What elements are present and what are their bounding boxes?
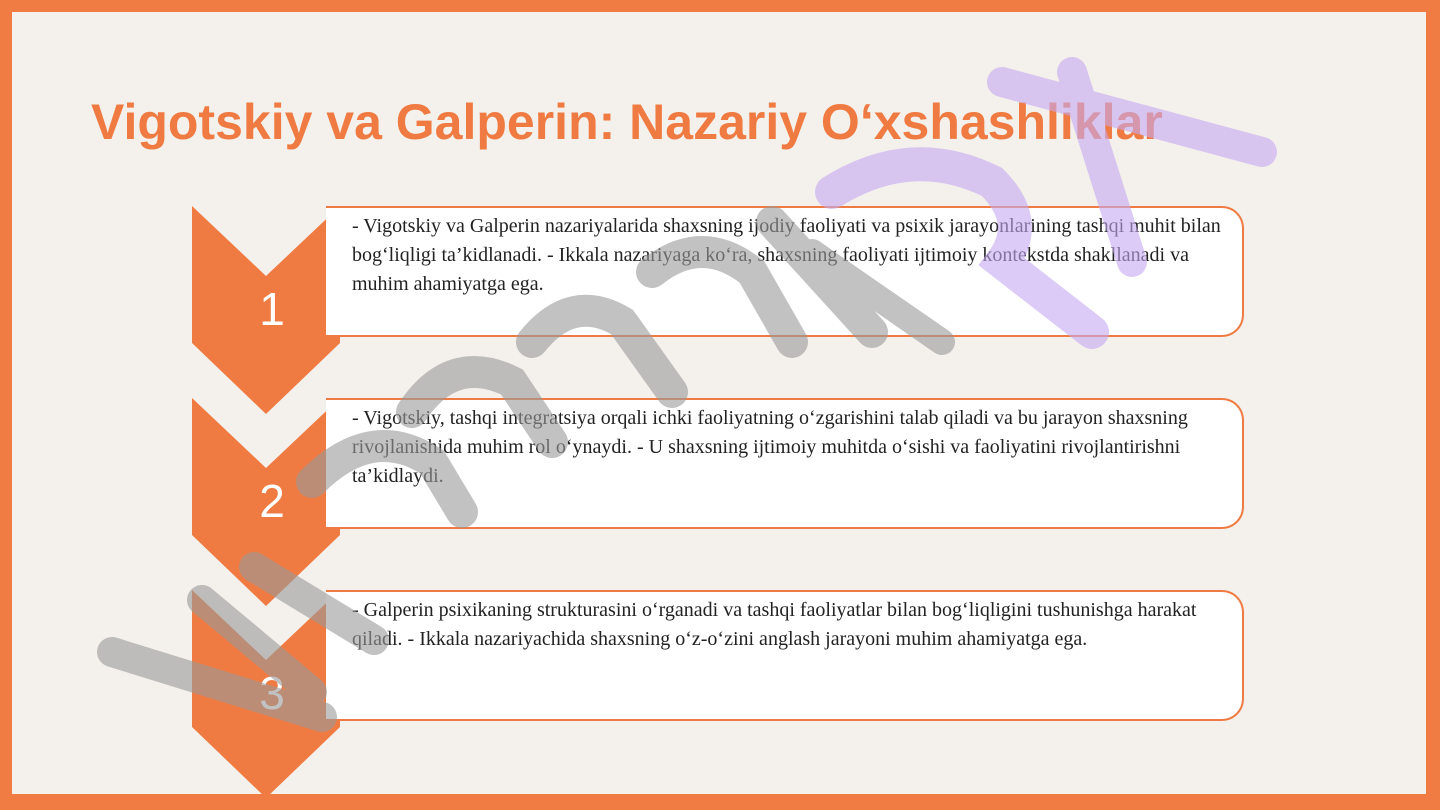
step-3-number: 3 [259,667,285,719]
slide [12,12,1426,794]
step-2-number: 2 [259,475,285,527]
step-1-number: 1 [259,283,285,335]
slide-title: Vigotskiy va Galperin: Nazariy O‘xshashliklar [91,94,1163,150]
step-3-card [326,590,1244,721]
step-2-card [326,398,1244,529]
step-3-text: - Galperin psixikaning strukturasini o‘rganadi va tashqi faoliyatlar bilan bog‘liqligini tushunishga harakat qiladi. - Ikkala nazariyachida shaxsning o‘z-o‘zini anglash jarayoni muhim ahamiyatga ega. [352,599,1197,650]
step-2-text: - Vigotskiy, tashqi integratsiya orqali ichki faoliyatning o‘zgarishini talab qiladi va bu jarayon shaxsning rivojlanishida muhim rol o‘ynaydi. - U shaxsning ijtimoiy muhitda o‘sishi va faoliyatini rivojlantirishni ta’kidlaydi. [352,407,1188,487]
step-1-text: - Vigotskiy va Galperin nazariyalarida shaxsning ijodiy faoliyati va psixik jarayonlarining tashqi muhit bilan bog‘liqligi ta’kidlanadi. - Ikkala nazariyaga ko‘ra, shaxsning faoliyati ijtimoiy kontekstda shakllanadi va muhim ahamiyatga ega. [352,215,1221,295]
step-1-card [326,206,1244,337]
